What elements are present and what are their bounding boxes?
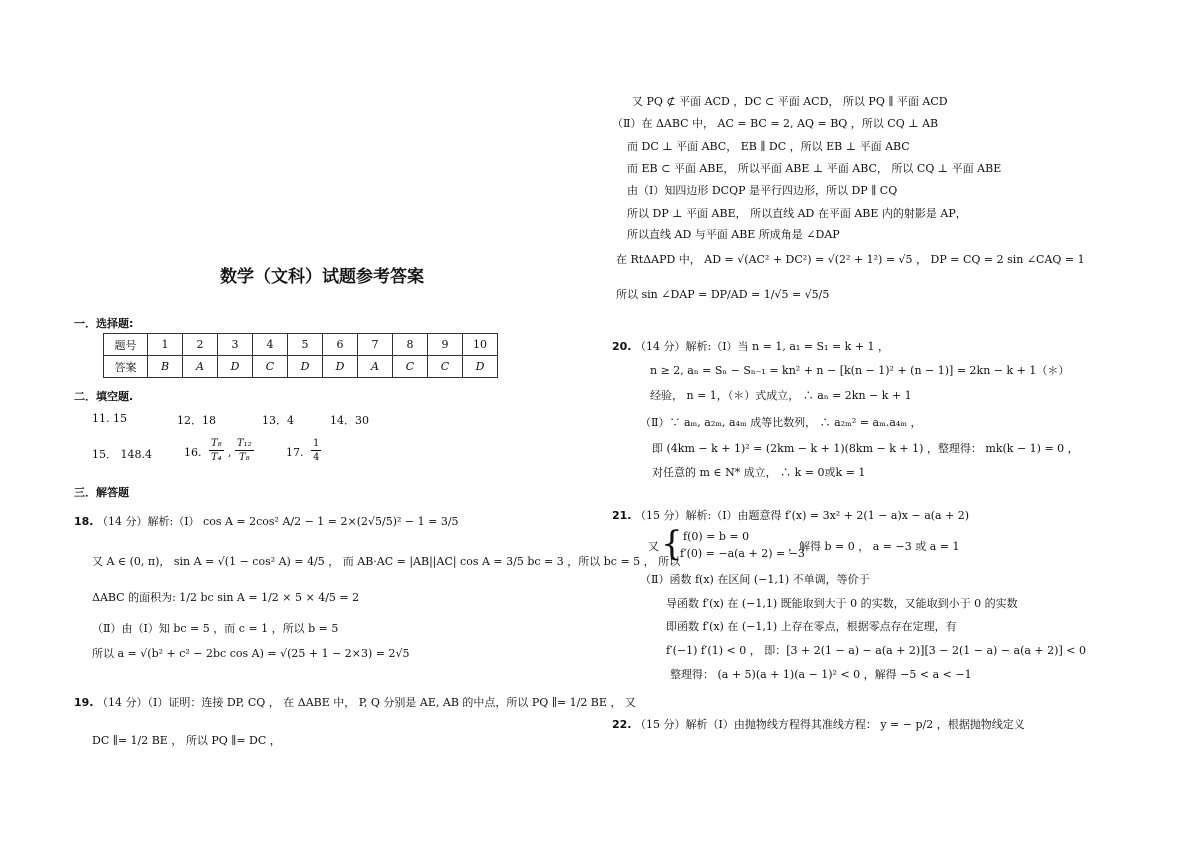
table-cell: 1: [148, 334, 183, 356]
q18-line-3: ΔABC 的面积为: 1/2 bc sin A = 1/2 × 5 × 4/5 = 2: [92, 591, 360, 604]
section-heading-choice: 一．选择题:: [74, 317, 134, 330]
q19-text: （14 分）（Ⅰ）证明：连接 DP, CQ ， 在 ΔABE 中， P, Q 分别是 AE, AB 的中点，所以 PQ ∥= 1/2 BE ， 又: [97, 696, 636, 709]
fraction-denominator: 4: [313, 452, 320, 463]
q21-text: （15 分）解析:（Ⅰ）由题意得 f′(x) = 3x² + 2(1 − a)x − a(a + 2): [635, 509, 970, 522]
q21-line-1: [612, 507, 969, 523]
table-cell: A: [183, 356, 218, 378]
table-cell: C: [428, 356, 463, 378]
brace-icon: {: [661, 524, 683, 564]
fraction-16a: [209, 437, 224, 464]
fraction-16b: [235, 437, 254, 464]
fraction-separator: ,: [228, 446, 232, 459]
fraction-numerator: T₁₂: [237, 438, 252, 449]
fill-answer-11: 11. 15: [92, 412, 127, 425]
fill-answer-14: 14．30: [330, 414, 369, 427]
q20-line-2: n ≥ 2, aₙ = Sₙ − Sₙ₋₁ = kn² + n − [k(n − 1)² + (n − 1)] = 2kn − k + 1（＊）: [650, 364, 1070, 377]
table-cell: 8: [393, 334, 428, 356]
q21-line-5: 即函数 f′(x) 在 (−1,1) 上存在零点，根据零点存在定理，有: [666, 620, 957, 633]
table-cell: C: [393, 356, 428, 378]
q20-line-1: [612, 338, 889, 354]
fill-answer-17-label: 17.: [286, 446, 304, 459]
question-number: 18.: [74, 515, 94, 528]
q18-text: （14 分）解析:（Ⅰ） cos A = 2cos² A/2 − 1 = 2×(2√5/5)² − 1 = 3/5: [97, 515, 459, 528]
q22-text: （15 分）解析（Ⅰ）由抛物线方程得其准线方程： y = − p/2 ，根据抛物线定义: [635, 718, 1025, 731]
table-row: [104, 356, 498, 378]
fraction-numerator: T₈: [211, 438, 222, 449]
table-cell: B: [148, 356, 183, 378]
q20-line-4: （Ⅱ）∵ aₘ, a₂ₘ, a₄ₘ 成等比数列， ∴ a₂ₘ² = aₘ.a₄ₘ ，: [640, 416, 922, 429]
table-cell: 7: [358, 334, 393, 356]
table-cell: 10: [463, 334, 498, 356]
q19-line-1: [74, 694, 636, 710]
question-number: 21.: [612, 509, 632, 522]
question-number: 22.: [612, 718, 632, 731]
q21-line-4: 导函数 f′(x) 在 (−1,1) 既能取到大于 0 的实数，又能取到小于 0 的实数: [666, 597, 1018, 610]
q20-text: （14 分）解析:（Ⅰ）当 n = 1, a₁ = S₁ = k + 1 ，: [635, 340, 890, 353]
table-cell: 6: [323, 334, 358, 356]
table-cell: D: [323, 356, 358, 378]
fraction-numerator: 1: [313, 438, 320, 449]
fraction-denominator: T₈: [239, 452, 250, 463]
table-cell: 9: [428, 334, 463, 356]
table-cell: 5: [288, 334, 323, 356]
q19-right-4: 而 EB ⊂ 平面 ABE， 所以平面 ABE ⊥ 平面 ABC， 所以 CQ ⊥ 平面 ABE: [627, 162, 1002, 175]
answer-table: [103, 333, 498, 378]
q18-line-4: （Ⅱ）由（Ⅰ）知 bc = 5 ，而 c = 1 ，所以 b = 5: [92, 622, 339, 635]
table-cell: C: [253, 356, 288, 378]
fill-answer-15: 15． 148.4: [92, 448, 152, 461]
section-heading-solutions: 三．解答题: [74, 486, 129, 499]
table-cell: 2: [183, 334, 218, 356]
q20-line-6: 对任意的 m ∈ N* 成立， ∴ k = 0或k = 1: [652, 466, 866, 479]
q19-right-6: 所以 DP ⊥ 平面 ABE， 所以直线 AD 在平面 ABE 内的射影是 AP，: [627, 207, 967, 220]
question-number: 19.: [74, 696, 94, 709]
fraction-17: [311, 437, 321, 464]
q20-line-5: 即 (4km − k + 1)² = (2km − k + 1)(8km − k + 1) ，整理得： mk(k − 1) = 0 ，: [652, 442, 1079, 455]
q19-line-2: DC ∥= 1/2 BE ， 所以 PQ ∥= DC ，: [92, 734, 281, 747]
q21-line-6: f′(−1) f′(1) < 0 ， 即：[3 + 2(1 − a) − a(a + 2)][3 − 2(1 − a) − a(a + 2)] < 0: [666, 644, 1086, 657]
table-row-header: 题号: [104, 334, 148, 356]
table-cell: D: [218, 356, 253, 378]
q19-right-9: 所以 sin ∠DAP = DP/AD = 1/√5 = √5/5: [616, 288, 830, 301]
q21-system-prefix: 又: [648, 540, 659, 553]
q19-right-7: 所以直线 AD 与平面 ABE 所成角是 ∠DAP: [627, 228, 840, 241]
q21-line-3: （Ⅱ）函数 f(x) 在区间 (−1,1) 不单调，等价于: [640, 573, 870, 586]
q19-right-2: （Ⅱ）在 ΔABC 中， AC = BC = 2, AQ = BQ ，所以 CQ ⊥ AB: [612, 117, 939, 130]
q21-system-eq2: f′(0) = −a(a + 2) = −3: [680, 547, 805, 560]
table-row: [104, 334, 498, 356]
page-title: 数学（文科）试题参考答案: [220, 267, 424, 287]
table-cell: D: [463, 356, 498, 378]
q19-right-5: 由（Ⅰ）知四边形 DCQP 是平行四边形，所以 DP ∥ CQ: [627, 184, 898, 197]
q21-line-7: 整理得： (a + 5)(a + 1)(a − 1)² < 0 ，解得 −5 < a < −1: [670, 668, 972, 681]
fill-answer-13: 13．4: [262, 414, 294, 427]
q21-system-suffix: ，解得 b = 0 ， a = −3 或 a = 1: [788, 540, 960, 553]
table-cell: 3: [218, 334, 253, 356]
table-cell: A: [358, 356, 393, 378]
table-cell: D: [288, 356, 323, 378]
q19-right-1: 又 PQ ⊄ 平面 ACD ，DC ⊂ 平面 ACD， 所以 PQ ∥ 平面 ACD: [632, 95, 948, 108]
q21-system-eq1: f(0) = b = 0: [683, 530, 750, 543]
fraction-denominator: T₄: [211, 452, 222, 463]
table-row-header: 答案: [104, 356, 148, 378]
q18-line-2: 又 A ∈ (0, π)， sin A = √(1 − cos² A) = 4/5 ， 而 AB·AC = |AB||AC| cos A = 3/5 bc = 3 ，所以 bc = 5 ， 所以: [92, 555, 681, 568]
q18-line-5: 所以 a = √(b² + c² − 2bc cos A) = √(25 + 1 − 2×3) = 2√5: [92, 647, 410, 660]
question-number: 20.: [612, 340, 632, 353]
q22-line-1: [612, 716, 1025, 732]
table-cell: 4: [253, 334, 288, 356]
q20-line-3: 经验， n = 1，（＊）式成立， ∴ aₙ = 2kn − k + 1: [650, 389, 912, 402]
fill-answer-12: 12．18: [177, 414, 216, 427]
q19-right-3: 而 DC ⊥ 平面 ABC， EB ∥ DC ，所以 EB ⊥ 平面 ABC: [627, 140, 910, 153]
q19-right-8: 在 RtΔAPD 中， AD = √(AC² + DC²) = √(2² + 1²) = √5 ， DP = CQ = 2 sin ∠CAQ = 1: [616, 253, 1085, 266]
section-heading-fill: 二．填空题.: [74, 390, 134, 403]
q18-line-1: [74, 513, 459, 529]
fill-answer-16-label: 16.: [184, 446, 202, 459]
